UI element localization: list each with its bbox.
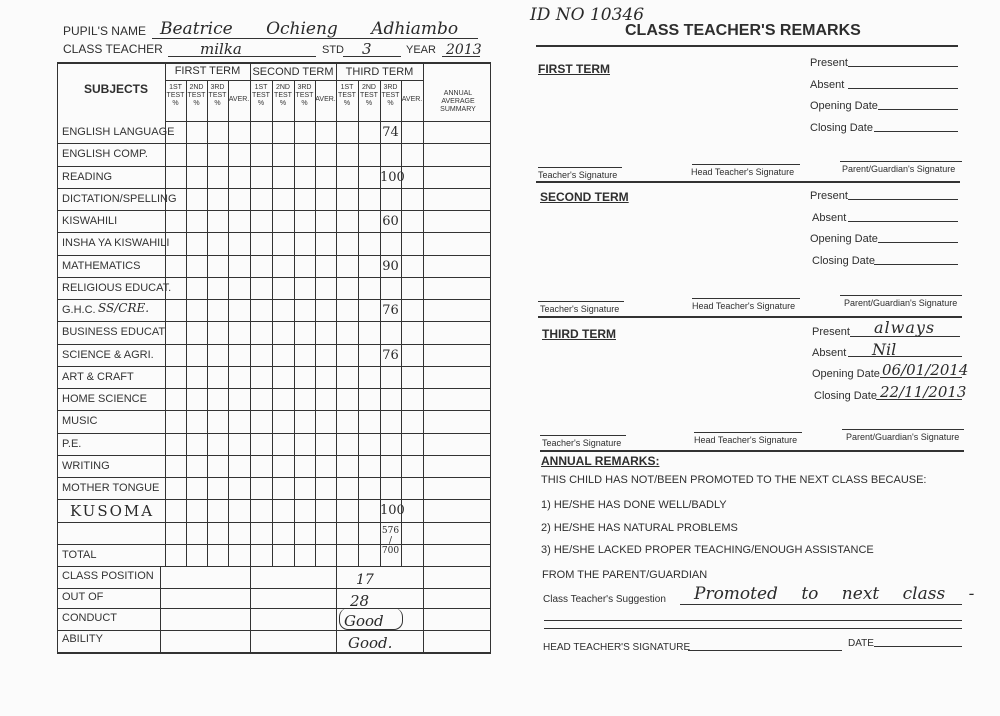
row-divider [57,344,491,345]
term1-test-3-header: 3RD TEST % [208,84,227,107]
term1-test-1-header: 1ST TEST % [166,84,185,107]
subject-name: WRITING [62,459,110,472]
pupil-name-label: PUPIL'S NAME [63,24,146,38]
ghc-note: SS/CRE. [98,301,150,315]
row-divider [57,499,491,500]
row-divider [57,277,491,278]
class-position-label: CLASS POSITION [62,570,154,582]
annual-average-header: ANNUAL AVERAGE SUMMARY [440,90,476,113]
t3-absent-value: Nil [872,340,897,359]
reason-3: 3) HE/SHE LACKED PROPER TEACHING/ENOUGH ASSISTANCE [541,544,874,556]
t3-opening-label: Opening Date [812,368,880,380]
t2-head-sig: Head Teacher's Signature [692,301,796,311]
subject-name: TOTAL [62,548,97,561]
third-term-3rd-test-score: 76 [382,303,399,318]
t3-present-value: always [874,318,936,337]
t1-head-sig: Head Teacher's Signature [691,167,795,177]
t2-teacher-sig: Teacher's Signature [540,304,620,314]
promotion-statement: THIS CHILD HAS NOT/BEEN PROMOTED TO THE NEXT CLASS BECAUSE: [541,474,927,486]
conduct-underline [339,608,403,630]
t3-absent-label: Absent [812,347,847,359]
out-of-value: 28 [350,592,370,610]
third-term-3rd-test-score: 100 [380,169,405,185]
t3-present-label: Present [812,326,850,338]
row-divider [57,255,491,256]
row-divider [57,455,491,456]
subject-name: MUSIC [62,415,98,428]
third-term-3rd-test-score: 74 [382,125,399,140]
t3-closing-value: 22/11/2013 [880,383,967,401]
subjects-header: SUBJECTS [84,82,149,96]
subject-name: ENGLISH COMP. [62,148,148,161]
suggestion-value: Promoted to next class - [694,584,975,604]
t1-opening-label: Opening Date [810,100,878,112]
second-term-heading: SECOND TERM [540,190,629,204]
annual-remarks-heading: ANNUAL REMARKS: [541,454,660,468]
t2-parent-sig: Parent/Guardian's Signature [844,298,958,308]
second-term-header: SECOND TERM [252,66,334,78]
row-divider [57,210,491,211]
head-teacher-signature-label: HEAD TEACHER'S SIGNATURE [543,642,691,653]
subject-name: P.E. [62,437,82,450]
row-divider [57,321,491,322]
row-divider [57,166,491,167]
date-label: DATE [848,638,874,649]
third-term-3rd-test-score: 90 [382,258,399,274]
class-position-value: 17 [356,572,374,588]
third-term-3rd-test-score: 100 [380,503,405,519]
term3-test-3-header: 3RD TEST % [381,84,400,107]
subject-name: READING [62,170,113,183]
reason-2: 2) HE/SHE HAS NATURAL PROBLEMS [541,522,738,534]
subject-name: INSHA YA KISWAHILI [62,237,170,250]
subject-name: G.H.C. [62,304,96,316]
t3-head-sig: Head Teacher's Signature [694,435,798,445]
subject-name: MATHEMATICS [62,259,141,272]
subject-name: BUSINESS EDUCAT [62,326,166,339]
ability-value: Good. [348,634,393,652]
row-divider [57,143,491,144]
pupil-name: Beatrice Ochieng Adhiambo [160,19,459,39]
subject-name: KUSOMA [70,502,155,521]
remarks-title: CLASS TEACHER'S REMARKS [625,22,861,39]
subject-name: SCIENCE & AGRI. [62,348,154,361]
row-divider [57,522,491,523]
subject-name: MOTHER TONGUE [62,482,160,494]
term2-average-header: AVER. [315,96,336,103]
row-divider [57,477,491,478]
term1-test-2-header: 2ND TEST % [187,84,206,107]
ability-label: ABILITY [62,633,103,645]
first-term-header: FIRST TERM [174,65,241,77]
term2-test-1-header: 1ST TEST % [252,84,270,107]
row-divider [57,299,491,300]
row-divider [57,544,491,545]
third-term-3rd-test-score: 76 [382,347,399,363]
first-term-heading: FIRST TERM [538,62,610,76]
subject-name: ART & CRAFT [62,370,134,383]
third-term-heading: THIRD TERM [542,327,616,341]
class-teacher-name: milka [200,40,242,58]
row-divider [57,232,491,233]
subject-name: HOME SCIENCE [62,393,147,405]
std-label: STD [322,44,344,56]
t1-present-label: Present [810,57,848,69]
third-term-header: THIRD TERM [345,66,414,78]
out-of-label: OUT OF [62,591,104,603]
t2-present-label: Present [810,190,848,202]
suggestion-label: Class Teacher's Suggestion [543,594,666,605]
t1-closing-label: Closing Date [810,122,873,134]
conduct-value: Good [344,612,384,630]
subject-name: ENGLISH LANGUAGE [62,126,175,138]
term3-test-2-header: 2ND TEST % [360,84,378,107]
reason-1: 1) HE/SHE HAS DONE WELL/BADLY [541,499,727,511]
t2-opening-label: Opening Date [810,233,878,245]
term1-average-header: AVER. [228,96,250,103]
t1-teacher-sig: Teacher's Signature [538,170,618,180]
year-value: 2013 [446,42,482,58]
t3-teacher-sig: Teacher's Signature [542,438,622,448]
year-label: YEAR [406,44,436,56]
term3-average-header: AVER. [401,96,423,103]
term3-test-1-header: 1ST TEST % [338,84,356,107]
from-parent: FROM THE PARENT/GUARDIAN [542,569,708,581]
row-divider [57,410,491,411]
t3-closing-label: Closing Date [814,390,877,402]
t1-absent-label: Absent [810,79,845,91]
third-term-3rd-test-score: 60 [382,214,399,229]
t2-closing-label: Closing Date [812,255,875,267]
id-number: ID NO 10346 [530,5,645,25]
subject-name: RELIGIOUS EDUCAT. [62,281,172,294]
subject-name: DICTATION/SPELLING [62,192,177,205]
row-divider [57,388,491,389]
row-divider [57,433,491,434]
row-divider [57,366,491,367]
term2-test-3-header: 3RD TEST % [295,84,314,107]
t3-opening-value: 06/01/2014 [882,361,969,379]
t3-parent-sig: Parent/Guardian's Signature [846,432,960,442]
third-term-3rd-test-score: 576 / 700 [381,525,400,556]
subject-name: KISWAHILI [62,215,118,227]
t1-parent-sig: Parent/Guardian's Signature [842,164,956,174]
class-teacher-label: CLASS TEACHER [63,42,163,56]
t2-absent-label: Absent [812,212,847,224]
std-value: 3 [362,40,372,58]
row-divider [57,188,491,189]
conduct-label: CONDUCT [62,612,117,624]
term2-test-2-header: 2ND TEST % [274,84,292,107]
